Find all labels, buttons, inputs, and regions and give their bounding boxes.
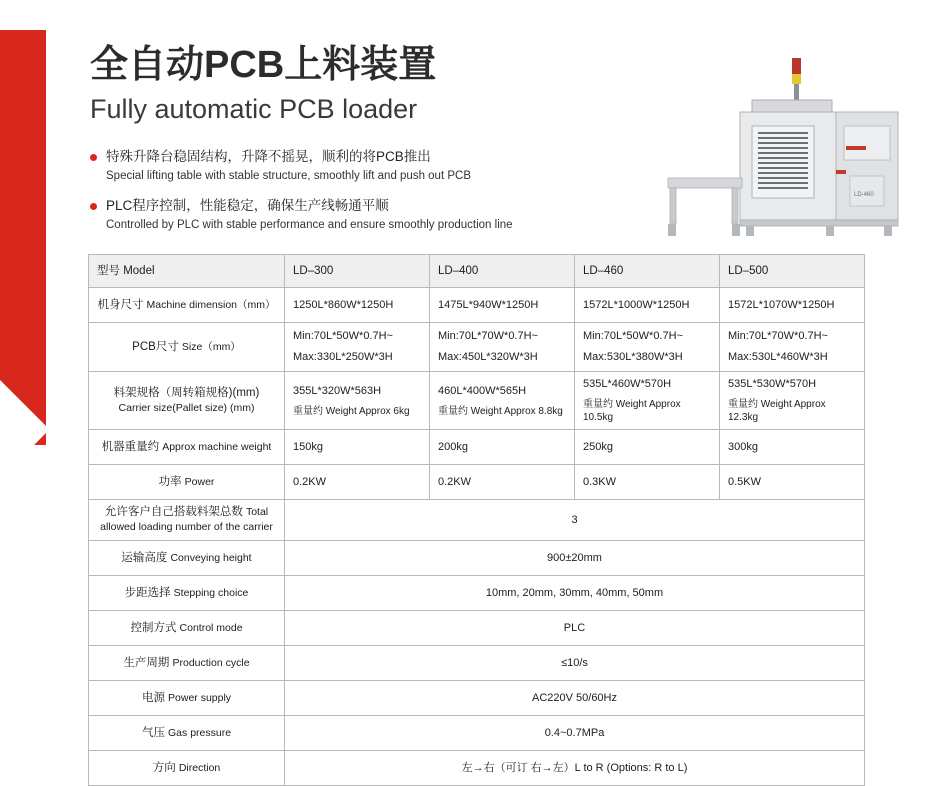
row-value: Min:70L*70W*0.7H~ Max:530L*460W*3H (720, 323, 865, 372)
row-value: 0.2KW (285, 465, 430, 500)
table-row (89, 646, 865, 681)
header-cell-model-2: LD–400 (430, 255, 575, 288)
row-label: 气压 Gas pressure (89, 716, 285, 751)
table-row (89, 430, 865, 465)
row-value-merged: PLC (285, 611, 865, 646)
feature-item (90, 148, 650, 184)
row-value: 150kg (285, 430, 430, 465)
header-cell-model-1: LD–300 (285, 255, 430, 288)
row-value-merged: AC220V 50/60Hz (285, 681, 865, 716)
bullet-dot-icon (90, 203, 97, 210)
row-value: 535L*530W*570H 重量约 Weight Approx 12.3kg (720, 372, 865, 430)
feature-text-cn: PLC程序控制，性能稳定，确保生产线畅通平顺 (106, 198, 389, 213)
bullet-dot-icon (90, 154, 97, 161)
row-label: 机身尺寸 Machine dimension（mm） (89, 288, 285, 323)
table-row (89, 611, 865, 646)
row-value: Min:70L*50W*0.7H~ Max:330L*250W*3H (285, 323, 430, 372)
header-cell-model-3: LD–460 (575, 255, 720, 288)
table-row (89, 372, 865, 430)
table-row (89, 716, 865, 751)
page-title-cn: 全自动PCB上料装置 (90, 44, 437, 86)
row-label: PCB尺寸 Size（mm） (89, 323, 285, 372)
row-value-merged: 3 (285, 500, 865, 541)
table-row (89, 288, 865, 323)
left-accent-band (0, 0, 70, 647)
svg-text:LD-460: LD-460 (854, 192, 874, 198)
row-label: 方向 Direction (89, 751, 285, 786)
table-row (89, 541, 865, 576)
table-row (89, 500, 865, 541)
row-value: 200kg (430, 430, 575, 465)
header-cell-model-4: LD–500 (720, 255, 865, 288)
feature-list (90, 148, 650, 233)
table-header-row (89, 255, 865, 288)
row-label: 运输高度 Conveying height (89, 541, 285, 576)
row-label: 功率 Power (89, 465, 285, 500)
row-value: 535L*460W*570H 重量约 Weight Approx 10.5kg (575, 372, 720, 430)
row-label: 控制方式 Control mode (89, 611, 285, 646)
table-row (89, 465, 865, 500)
specification-table (88, 254, 865, 786)
row-label: 电源 Power supply (89, 681, 285, 716)
table-row (89, 576, 865, 611)
row-value: 250kg (575, 430, 720, 465)
row-value-merged: 900±20mm (285, 541, 865, 576)
row-label: 步距选择 Stepping choice (89, 576, 285, 611)
page-title-en: Fully automatic PCB loader (90, 94, 418, 124)
row-value: 0.5KW (720, 465, 865, 500)
row-label: 料架规格（周转箱规格)(mm) Carrier size(Pallet size) (mm) (89, 372, 285, 430)
table-row (89, 751, 865, 786)
row-value: 0.3KW (575, 465, 720, 500)
row-value: 1572L*1000W*1250H (575, 288, 720, 323)
row-value-merged: 0.4~0.7MPa (285, 716, 865, 751)
table-row (89, 681, 865, 716)
row-value: Min:70L*50W*0.7H~ Max:530L*380W*3H (575, 323, 720, 372)
header-cell-model-label: 型号 Model (89, 255, 285, 288)
row-value-merged: 10mm, 20mm, 30mm, 40mm, 50mm (285, 576, 865, 611)
row-value: 1572L*1070W*1250H (720, 288, 865, 323)
row-value: 460L*400W*565H 重量约 Weight Approx 8.8kg (430, 372, 575, 430)
row-value: 355L*320W*563H 重量约 Weight Approx 6kg (285, 372, 430, 430)
row-value: 1250L*860W*1250H (285, 288, 430, 323)
row-value-merged: 左→右（可订 右→左）L to R (Options: R to L) (285, 751, 865, 786)
row-value-merged: ≤10/s (285, 646, 865, 681)
row-value: 1475L*940W*1250H (430, 288, 575, 323)
row-value: 300kg (720, 430, 865, 465)
row-label: 允许客户自己搭载料架总数 Total allowed loading number of the carrier (89, 500, 285, 541)
feature-text-en: Special lifting table with stable structure, smoothly lift and push out PCB (106, 170, 471, 182)
machine-illustration (640, 50, 940, 250)
table-row (89, 323, 865, 372)
feature-item (90, 197, 650, 233)
feature-text-cn: 特殊升降台稳固结构，升降不摇晃，顺利的将PCB推出 (106, 149, 431, 164)
feature-text-en: Controlled by PLC with stable performance and ensure smoothly production line (106, 219, 513, 231)
row-value: Min:70L*70W*0.7H~ Max:450L*320W*3H (430, 323, 575, 372)
row-value: 0.2KW (430, 465, 575, 500)
row-label: 机器重量约 Approx machine weight (89, 430, 285, 465)
accent-bar (0, 30, 46, 445)
row-label: 生产周期 Production cycle (89, 646, 285, 681)
header (90, 42, 650, 246)
